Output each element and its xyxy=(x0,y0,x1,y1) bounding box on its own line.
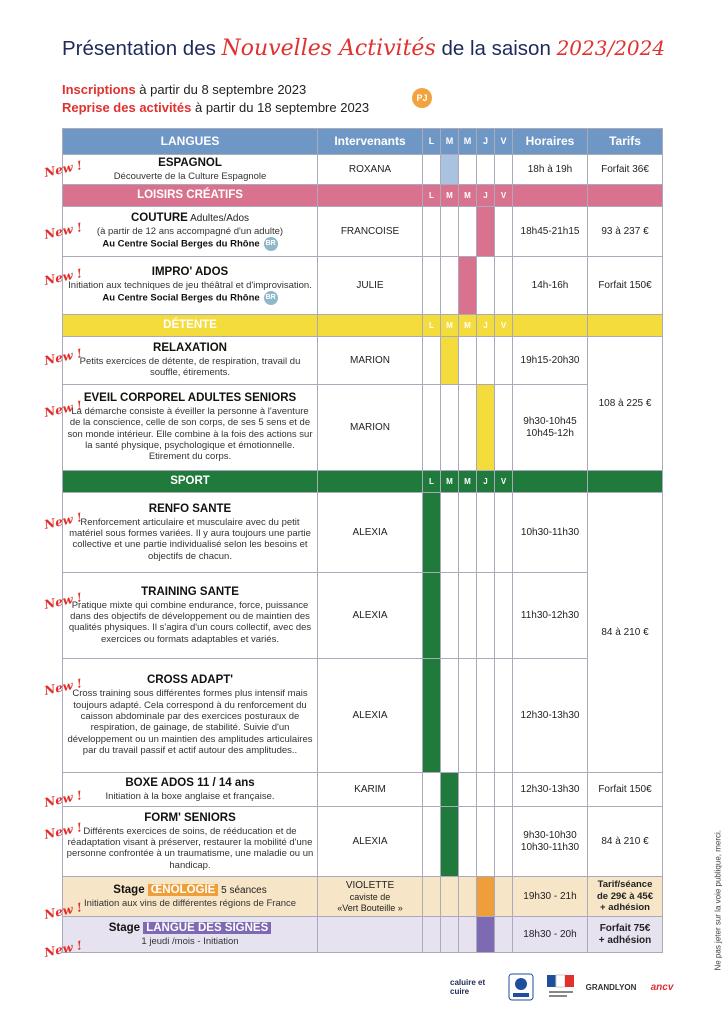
caf-logo xyxy=(506,972,536,1002)
horaire: 10h30-11h30 xyxy=(520,841,580,853)
new-tag: New ! xyxy=(42,158,84,180)
activity-desc: Initiation aux techniques de jeu théâtral et d'improvisation. xyxy=(68,279,312,291)
section-detente-row xyxy=(63,315,663,337)
day-j: J xyxy=(477,129,495,155)
day-m2: M xyxy=(459,129,477,155)
activities-table xyxy=(62,128,663,953)
new-tag: New ! xyxy=(42,900,84,922)
section-loisirs-row xyxy=(63,185,663,207)
row-oenologie xyxy=(63,877,663,917)
day-v: V xyxy=(495,185,513,207)
activity-desc: La démarche consiste à éveiller la personne à l'aventure de la conscience, celle de son corps, de ses 5 sens et de son monde intérieur. Elle combine à la fois des actions sur la santé physique, psychologique et émotionnelle. Etirement du corps. xyxy=(67,405,313,463)
day-m: M xyxy=(441,315,459,337)
caluire-logo: caluire et cuire xyxy=(450,978,486,996)
new-tag: New ! xyxy=(42,510,84,532)
intervenant: FRANCOISE xyxy=(318,207,423,257)
seances-count: 5 séances xyxy=(218,884,267,896)
horaire: 12h30-13h30 xyxy=(513,659,588,773)
intervenant: ALEXIA xyxy=(318,659,423,773)
tarif: 93 à 237 € xyxy=(588,207,663,257)
day-m: M xyxy=(441,471,459,493)
new-tag: New ! xyxy=(42,820,84,842)
row-renfo xyxy=(63,493,663,573)
grandlyon-logo: GRANDLYON xyxy=(585,982,637,992)
day-m2: M xyxy=(459,471,477,493)
activity-desc: (à partir de 12 ans accompagné d'un adulte) xyxy=(96,225,284,237)
activity-name: BOXE ADOS 11 / 14 ans xyxy=(125,776,255,789)
tarif: + adhésion xyxy=(598,934,652,946)
horaire: 12h30-13h30 xyxy=(513,773,588,807)
intervenant: MARION xyxy=(318,385,423,471)
activity-location: Au Centre Social Berges du Rhône xyxy=(102,238,260,250)
pj-badge: PJ xyxy=(412,88,432,108)
section-detente: DÉTENTE xyxy=(63,315,318,337)
horaire: 18h30 - 20h xyxy=(513,917,588,953)
row-relaxation xyxy=(63,337,663,385)
new-tag: New ! xyxy=(42,788,84,810)
intervenant-role: caviste de xyxy=(349,891,391,902)
day-l: L xyxy=(423,129,441,155)
day-v: V xyxy=(495,129,513,155)
activity-name: RELAXATION xyxy=(153,342,227,355)
intervenant: ALEXIA xyxy=(318,493,423,573)
footer-logos xyxy=(450,972,678,1002)
row-training xyxy=(63,573,663,659)
inscriptions-line: Inscriptions à partir du 8 septembre 2023 xyxy=(62,82,307,97)
header-tarifs: Tarifs xyxy=(588,129,663,155)
activity-desc: Initiation à la boxe anglaise et française. xyxy=(105,790,275,802)
row-eveil xyxy=(63,385,663,471)
horaire: 18h45-21h15 xyxy=(513,207,588,257)
reprise-line: Reprise des activités à partir du 18 septembre 2023 xyxy=(62,100,370,115)
horaire: 19h15-20h30 xyxy=(513,337,588,385)
tarif: de 29€ à 45€ xyxy=(597,890,653,902)
tarif: Tarif/séance xyxy=(597,879,653,891)
intervenant: ROXANA xyxy=(318,155,423,185)
ancv-logo: ancv xyxy=(650,981,674,993)
activity-desc: Pratique mixte qui combine endurance, force, puissance dans des objectifs de développement ou de maintien des qualités physiques. Il s'agira d'un cours collectif, avec des exercices ou formats adaptables et variés. xyxy=(68,599,312,645)
side-note: Ne pas jeter sur la voie publique, merci. xyxy=(714,830,723,971)
header-row xyxy=(63,129,663,155)
row-langue-signes xyxy=(63,917,663,953)
activity-name: COUTURE xyxy=(130,211,188,224)
activity-desc: Cross training sous différentes formes plus intensif mais toujours adapté. Cela correspond à du renforcement du caisson abdominale par des exercices posturaux de respiration, de gainage, de stabilité. Suivie d'un développement ou un maintien des amplitudes articulaires par du travail passif et actif autour des amplitudes.. xyxy=(67,688,313,757)
intervenant: VIOLETTE xyxy=(345,879,395,891)
activity-audience: Adultes/Ados xyxy=(187,212,250,224)
activity-location: Au Centre Social Berges du Rhône xyxy=(102,292,260,304)
day-m: M xyxy=(441,185,459,207)
activity-desc: 1 jeudi /mois - Initiation xyxy=(141,935,239,947)
row-boxe xyxy=(63,773,663,807)
horaire: 9h30-10h45 xyxy=(523,415,577,427)
page-title: Présentation des Nouvelles Activités de la saison 2023/2024 xyxy=(62,36,666,61)
tarif: 108 à 225 € xyxy=(588,337,663,471)
activity-name: RENFO SANTE xyxy=(148,502,232,515)
row-cross xyxy=(63,659,663,773)
day-l: L xyxy=(423,471,441,493)
new-tag: New ! xyxy=(42,220,84,242)
intervenant: KARIM xyxy=(318,773,423,807)
section-langues: LANGUES xyxy=(63,129,318,155)
tarif: 84 à 210 € xyxy=(588,493,663,773)
tarif: Forfait 75€ xyxy=(599,922,651,934)
section-sport-row xyxy=(63,471,663,493)
day-m2: M xyxy=(459,185,477,207)
day-j: J xyxy=(477,185,495,207)
intervenant: MARION xyxy=(318,337,423,385)
activity-name: EVEIL CORPOREL ADULTES SENIORS xyxy=(83,392,297,405)
day-j: J xyxy=(477,471,495,493)
new-tag: New ! xyxy=(42,590,84,612)
row-espagnol xyxy=(63,155,663,185)
intervenant-shop: «Vert Bouteille » xyxy=(337,902,403,913)
day-l: L xyxy=(423,185,441,207)
activity-desc: Renforcement articulaire et musculaire avec du petit matériel sous formes variées. Il y aura toujours une partie collective et une partie individualisé selon les besoins et objectifs de chacun. xyxy=(69,516,311,562)
intervenant: ALEXIA xyxy=(318,807,423,877)
activity-name: FORM' SENIORS xyxy=(144,811,236,824)
activity-desc: Initiation aux vins de différentes régions de France xyxy=(83,897,297,909)
br-badge: BR xyxy=(264,237,278,251)
new-tag: New ! xyxy=(42,346,84,368)
horaire: 11h30-12h30 xyxy=(513,573,588,659)
tarif: + adhésion xyxy=(600,902,650,914)
horaire: 19h30 - 21h xyxy=(513,877,588,917)
oenologie-chip: ŒNOLOGIE xyxy=(148,884,219,896)
horaire: 10h30-11h30 xyxy=(513,493,588,573)
stage-label: Stage xyxy=(108,921,144,934)
day-m2: M xyxy=(459,315,477,337)
activity-desc: Petits exercices de détente, de respiration, travail du souffle, étirements. xyxy=(79,356,301,379)
new-tag: New ! xyxy=(42,266,84,288)
intervenant: JULIE xyxy=(318,257,423,315)
activity-desc: Différents exercices de soins, de rééducation et de réadaptation visant à préserver, restaurer la mobilité d'une personne confrontée à un traumatisme, une maladie ou un handicap. xyxy=(66,825,314,871)
intervenant: ALEXIA xyxy=(318,573,423,659)
day-m: M xyxy=(441,129,459,155)
br-badge: BR xyxy=(264,291,278,305)
header-intervenants: Intervenants xyxy=(318,129,423,155)
tarif: 84 à 210 € xyxy=(588,807,663,877)
tarif: Forfait 150€ xyxy=(588,773,663,807)
header-horaires: Horaires xyxy=(513,129,588,155)
horaire: 10h45-12h xyxy=(526,427,574,439)
prefecture-logo xyxy=(546,972,576,1002)
day-l: L xyxy=(423,315,441,337)
row-form-seniors xyxy=(63,807,663,877)
day-j: J xyxy=(477,315,495,337)
day-v: V xyxy=(495,471,513,493)
horaire: 14h-16h xyxy=(513,257,588,315)
langue-signes-chip: LANGUE DES SIGNES xyxy=(143,922,271,934)
activity-name: CROSS ADAPT' xyxy=(146,674,233,687)
stage-label: Stage xyxy=(113,883,148,896)
tarif: Forfait 36€ xyxy=(588,155,663,185)
activity-desc: Découverte de la Culture Espagnole xyxy=(113,170,267,182)
activity-name: ESPAGNOL xyxy=(158,156,222,169)
row-impro xyxy=(63,257,663,315)
activity-name: IMPRO' ADOS xyxy=(151,265,229,278)
tarif: Forfait 150€ xyxy=(588,257,663,315)
day-v: V xyxy=(495,315,513,337)
activity-name: TRAINING SANTE xyxy=(141,585,239,598)
horaire: 18h à 19h xyxy=(513,155,588,185)
new-tag: New ! xyxy=(42,398,84,420)
row-couture xyxy=(63,207,663,257)
new-tag: New ! xyxy=(42,938,84,960)
horaire: 9h30-10h30 xyxy=(523,829,577,841)
section-loisirs: LOISIRS CRÉATIFS xyxy=(63,185,318,207)
new-tag: New ! xyxy=(42,676,84,698)
section-sport: SPORT xyxy=(63,471,318,493)
